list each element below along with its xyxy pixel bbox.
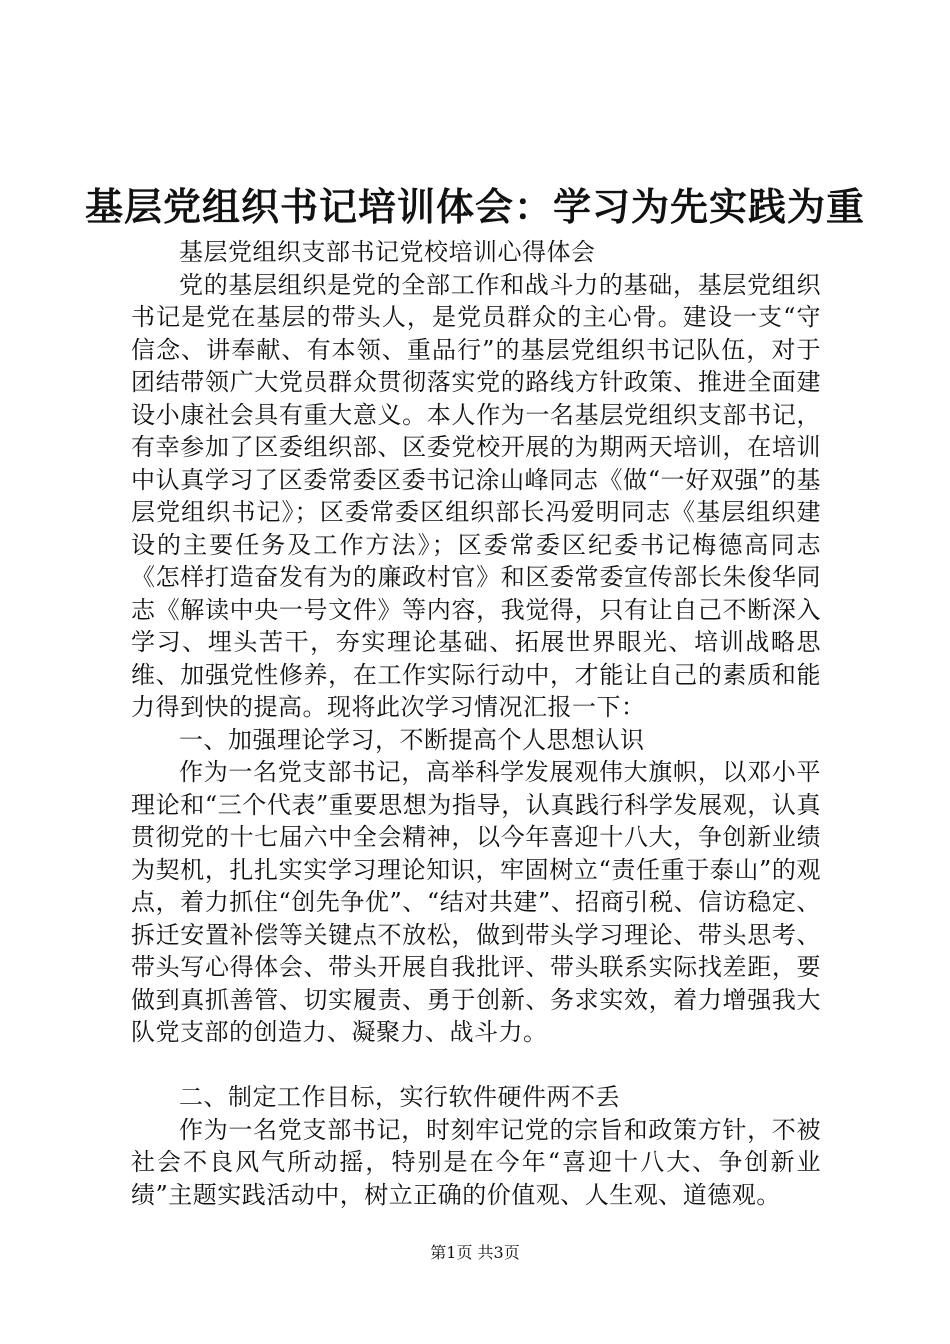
paragraph-intro: 党的基层组织是党的全部工作和战斗力的基础，基层党组织书记是党在基层的带头人，是党员群众的主心骨。建设一支“守信念、讲奉献、有本领、重品行”的基层党组织书记队伍，对于团结带领广大党员群众贯彻落实党的路线方针政策、推进全面建设小康社会具有重大意义。本人作为一名基层党组织支部书记，有幸参加了区委组织部、区委党校开展的为期两天培训，在培训中认真学习了区委常委区委书记涂山峰同志《做“一好双强”的基层党组织书记》；区委常委区组织部长冯爱明同志《基层组织建设的主要任务及工作方法》；区委常委区纪委书记梅德高同志《怎样打造奋发有为的廉政村官》和区委常委宣传部长朱俊华同志《解读中央一号文件》等内容，我觉得，只有让自己不断深入学习、埋头苦干，夯实理论基础、拓展世界眼光、培训战略思维、加强党性修养，在工作实际行动中，才能让自己的素质和能力得到快的提高。现将此次学习情况汇报一下： [131,270,821,721]
page-number-footer: 第1页 共3页 [430,1243,520,1262]
paragraph-theory-study: 作为一名党支部书记，高举科学发展观伟大旗帜，以邓小平理论和“三个代表”重要思想为指导，认真践行科学发展观，认真贯彻党的十七届六中全会精神，以今年喜迎十八大，争创新业绩为契机，扎扎实实学习理论知识，牢固树立“责任重于泰山”的观点，着力抓住“创先争优”、“结对共建”、招商引税、信访稳定、拆迁安置补偿等关键点不放松，做到带头学习理论、带头思考、带头写心得体会、带头开展自我批评、带头联系实际找差距，要做到真抓善管、切实履责、勇于创新、务求实效，着力增强我大队党支部的创造力、凝聚力、战斗力。 [131,758,821,1046]
section-heading-2: 二、制定工作目标，实行软件硬件两不丢 [179,1083,620,1111]
section-heading-1: 一、加强理论学习，不断提高个人思想认识 [179,725,645,754]
document-title: 基层党组织书记培训体会：学习为先实践为重 [84,184,865,229]
paragraph-spacer [131,1049,821,1082]
document-body [131,236,821,1211]
paragraph-work-goals: 作为一名党支部书记，时刻牢记党的宗旨和政策方针，不被社会不良风气所动摇，特别是在今年“喜迎十八大、争创新业绩”主题实践活动中，树立正确的价值观、人生观、道德观。 [131,1115,821,1209]
document-subtitle: 基层党组织支部书记党校培训心得体会 [179,238,596,266]
